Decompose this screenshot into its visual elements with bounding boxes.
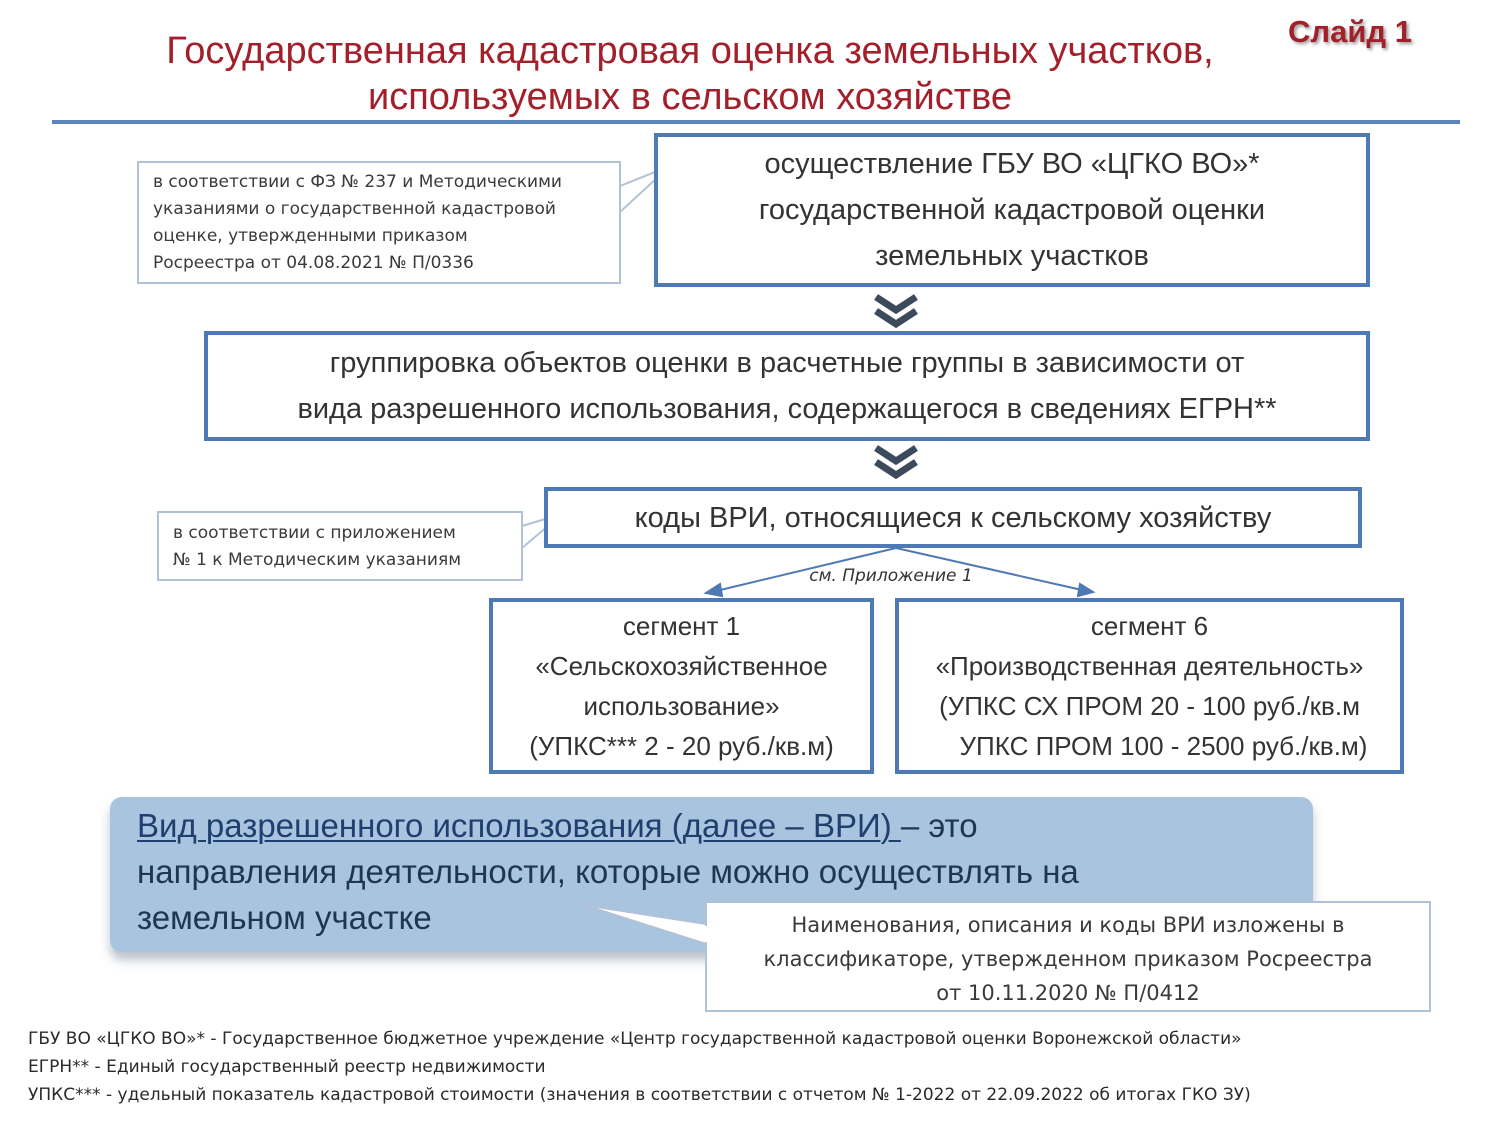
callout-line: Росреестра от 04.08.2021 № П/0336 (153, 253, 474, 273)
segment-line: сегмент 6 (1090, 611, 1209, 641)
box-line: вида разрешенного использования, содержащегося в сведениях ЕГРН** (297, 393, 1277, 425)
segment-line: «Сельскохозяйственное (535, 651, 828, 681)
footnote-gbu: ГБУ ВО «ЦГКО ВО»* - Государственное бюджетное учреждение «Центр государственной кадастровой оценки Воронежской области» (28, 1029, 1242, 1049)
callout-line: оценке, утвержденными приказом (153, 226, 468, 246)
callout-line: № 1 к Методическим указаниям (173, 550, 462, 570)
segment-line: (УПКС СХ ПРОМ 20 - 100 руб./кв.м (939, 691, 1360, 721)
callout-line: в соответствии с приложением (173, 523, 456, 543)
box-line: группировка объектов оценки в расчетные группы в зависимости от (329, 347, 1245, 379)
callout-line: указаниями о государственной кадастровой (153, 199, 556, 219)
callout-line: классификаторе, утвержденном приказом Росреестра (763, 947, 1373, 971)
callout-line: в соответствии с ФЗ № 237 и Методическими (153, 172, 562, 192)
segment-line: «Производственная деятельность» (935, 651, 1364, 681)
box-line: земельных участков (875, 240, 1149, 272)
footnote-upks: УПКС*** - удельный показатель кадастровой стоимости (значения в соответствии с отчетом № 1-2022 от 22.09.2022 об итогах ГКО ЗУ) (28, 1085, 1251, 1105)
box-line: осуществление ГБУ ВО «ЦГКО ВО»* (764, 148, 1260, 180)
segment-line: (УПКС*** 2 - 20 руб./кв.м) (529, 731, 834, 761)
appendix-note: см. Приложение 1 (809, 566, 973, 586)
definition-rest: – это (900, 807, 978, 844)
segment-line: использование» (583, 691, 780, 721)
footnote-egrn: ЕГРН** - Единый государственный реестр недвижимости (28, 1057, 546, 1077)
segment-line: УПКС ПРОМ 100 - 2500 руб./кв.м) (959, 731, 1368, 761)
callout-line: Наименования, описания и коды ВРИ изложены в (791, 913, 1345, 937)
title-line-2: используемых в сельском хозяйстве (367, 76, 1013, 118)
definition-line: земельном участке (137, 899, 432, 936)
slide-label: Слайд 1 (1288, 14, 1412, 49)
box-line: коды ВРИ, относящиеся к сельскому хозяйству (634, 501, 1272, 534)
definition-term: Вид разрешенного использования (далее – ВРИ) (137, 807, 901, 844)
segment-line: сегмент 1 (622, 611, 741, 641)
title-line-1: Государственная кадастровая оценка земельных участков, (166, 30, 1214, 72)
callout-line: от 10.11.2020 № П/0412 (936, 981, 1200, 1005)
box-line: государственной кадастровой оценки (758, 194, 1266, 226)
definition-line: направления деятельности, которые можно осуществлять на (137, 853, 1079, 890)
